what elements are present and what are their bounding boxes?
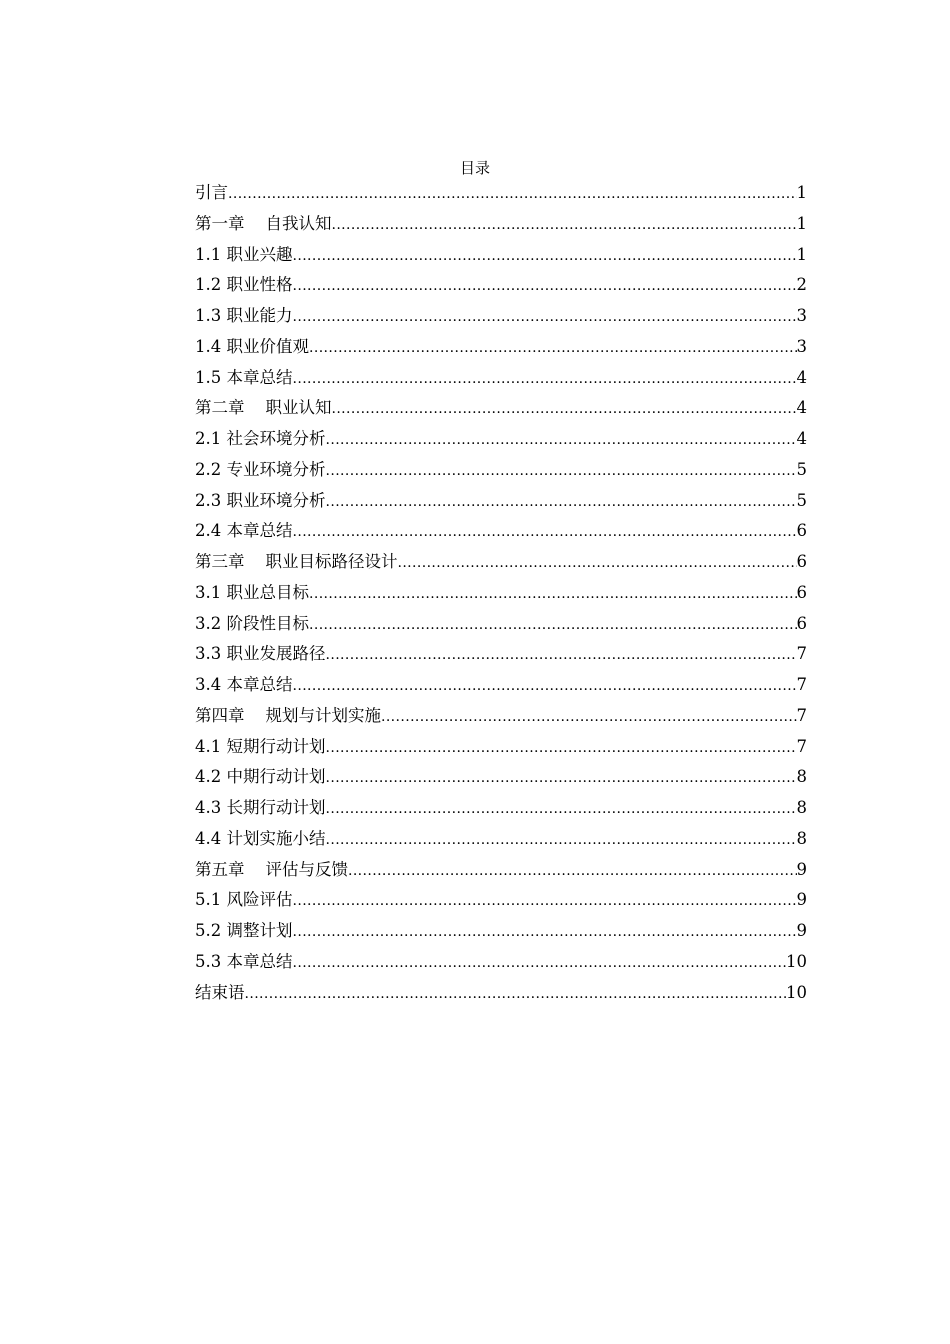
toc-entry[interactable] <box>195 455 807 486</box>
toc-entry-page: 1 <box>796 183 807 202</box>
toc-dot-leader <box>397 548 796 579</box>
toc-entry-title: 5.3 本章总结 <box>195 951 293 971</box>
toc-entry-page: 6 <box>796 552 807 571</box>
toc-dot-leader <box>326 733 797 764</box>
toc-entry-title: 5.1 风险评估 <box>195 890 293 910</box>
toc-entry-page: 9 <box>796 921 807 940</box>
table-of-contents <box>195 178 807 1008</box>
toc-dot-leader <box>326 794 797 825</box>
toc-entry[interactable] <box>195 578 807 609</box>
toc-dot-leader <box>331 394 796 425</box>
toc-entry-title: 4.2 中期行动计划 <box>195 767 326 787</box>
toc-heading: 目录 <box>459 159 490 177</box>
toc-entry[interactable] <box>195 639 807 670</box>
toc-entry-title: 4.4 计划实施小结 <box>195 828 326 848</box>
toc-entry-page: 7 <box>796 644 807 664</box>
toc-entry[interactable] <box>195 670 807 701</box>
toc-dot-leader <box>293 517 797 548</box>
toc-dot-leader <box>326 425 797 456</box>
toc-entry-page: 3 <box>796 336 807 356</box>
toc-entry[interactable] <box>195 332 807 363</box>
toc-entry-page: 4 <box>796 398 807 418</box>
toc-entry[interactable] <box>195 947 807 978</box>
toc-dot-leader <box>381 702 797 733</box>
toc-entry[interactable] <box>195 393 807 424</box>
toc-dot-leader <box>326 487 797 518</box>
toc-dot-leader <box>293 886 797 917</box>
toc-entry[interactable] <box>195 885 807 916</box>
toc-entry[interactable] <box>195 547 807 578</box>
toc-entry-title: 2.2 专业环境分析 <box>195 459 326 479</box>
toc-entry-page: 10 <box>786 982 807 1002</box>
toc-entry[interactable] <box>195 762 807 793</box>
toc-entry[interactable] <box>195 178 807 209</box>
toc-entry-title: 2.1 社会环境分析 <box>195 429 326 448</box>
toc-entry-page: 9 <box>796 890 807 910</box>
toc-entry-title: 5.2 调整计划 <box>195 921 293 940</box>
toc-entry[interactable] <box>195 855 807 886</box>
toc-dot-leader <box>309 579 797 610</box>
toc-entry-title: 3.1 职业总目标 <box>195 582 309 602</box>
toc-entry-title: 3.4 本章总结 <box>195 675 293 694</box>
toc-dot-leader <box>293 948 787 979</box>
toc-entry-title: 第五章 评估与反馈 <box>195 859 348 879</box>
toc-entry-title: 引言 <box>195 183 228 202</box>
toc-dot-leader <box>293 671 797 702</box>
toc-dot-leader <box>293 917 797 948</box>
toc-entry[interactable] <box>195 609 807 640</box>
toc-entry-page: 7 <box>796 705 807 725</box>
toc-entry-page: 8 <box>796 828 807 848</box>
toc-entry[interactable] <box>195 732 807 763</box>
toc-entry-page: 4 <box>796 367 807 387</box>
toc-dot-leader <box>326 640 797 671</box>
toc-entry[interactable] <box>195 209 807 240</box>
toc-entry[interactable] <box>195 363 807 394</box>
toc-entry-title: 4.3 长期行动计划 <box>195 798 326 817</box>
toc-entry-page: 6 <box>796 582 807 602</box>
toc-entry-title: 2.4 本章总结 <box>195 521 293 541</box>
toc-entry-page: 1 <box>796 213 807 233</box>
toc-entry-page: 3 <box>796 306 807 325</box>
toc-entry-page: 5 <box>796 459 807 479</box>
toc-entry-page: 7 <box>796 736 807 756</box>
toc-dot-leader <box>293 271 797 302</box>
toc-dot-leader <box>326 763 797 794</box>
toc-entry-page: 9 <box>796 859 807 879</box>
toc-entry-page: 8 <box>796 767 807 787</box>
toc-entry[interactable] <box>195 824 807 855</box>
toc-entry-page: 8 <box>796 798 807 817</box>
toc-entry-page: 1 <box>796 244 807 264</box>
toc-entry-title: 1.3 职业能力 <box>195 306 293 325</box>
toc-entry-page: 7 <box>796 675 807 694</box>
toc-dot-leader <box>326 825 797 856</box>
toc-entry-page: 6 <box>796 521 807 541</box>
toc-entry[interactable] <box>195 270 807 301</box>
toc-dot-leader <box>293 302 797 333</box>
toc-dot-leader <box>228 179 797 210</box>
toc-entry-page: 5 <box>796 490 807 510</box>
toc-dot-leader <box>293 364 797 395</box>
toc-entry[interactable] <box>195 516 807 547</box>
toc-entry-title: 3.3 职业发展路径 <box>195 644 326 664</box>
toc-entry[interactable] <box>195 424 807 455</box>
toc-entry-page: 10 <box>786 951 807 971</box>
toc-dot-leader <box>348 856 797 887</box>
toc-dot-leader <box>331 210 796 241</box>
toc-entry-title: 1.1 职业兴趣 <box>195 244 293 264</box>
toc-entry-page: 2 <box>796 275 807 295</box>
toc-entry-title: 4.1 短期行动计划 <box>195 736 326 756</box>
toc-entry-title: 1.5 本章总结 <box>195 367 293 387</box>
toc-entry-title: 3.2 阶段性目标 <box>195 613 309 633</box>
toc-entry-title: 2.3 职业环境分析 <box>195 490 326 510</box>
toc-entry-page: 4 <box>796 429 807 448</box>
toc-entry-title: 1.4 职业价值观 <box>195 336 309 356</box>
toc-dot-leader <box>309 610 797 641</box>
toc-entry[interactable] <box>195 701 807 732</box>
toc-entry-title: 1.2 职业性格 <box>195 275 293 295</box>
toc-entry[interactable] <box>195 301 807 332</box>
toc-entry[interactable] <box>195 916 807 947</box>
toc-dot-leader <box>245 979 787 1010</box>
toc-entry-title: 第二章 职业认知 <box>195 398 332 418</box>
toc-entry[interactable] <box>195 793 807 824</box>
toc-entry[interactable] <box>195 978 807 1009</box>
toc-entry-page: 6 <box>796 613 807 633</box>
toc-dot-leader <box>326 456 797 487</box>
toc-entry-title: 结束语 <box>195 982 245 1002</box>
toc-entry-title: 第一章 自我认知 <box>195 213 332 233</box>
toc-entry[interactable] <box>195 240 807 271</box>
toc-dot-leader <box>309 333 797 364</box>
toc-entry-title: 第四章 规划与计划实施 <box>195 705 381 725</box>
toc-entry[interactable] <box>195 486 807 517</box>
toc-dot-leader <box>293 241 797 272</box>
toc-entry-title: 第三章 职业目标路径设计 <box>195 552 398 571</box>
